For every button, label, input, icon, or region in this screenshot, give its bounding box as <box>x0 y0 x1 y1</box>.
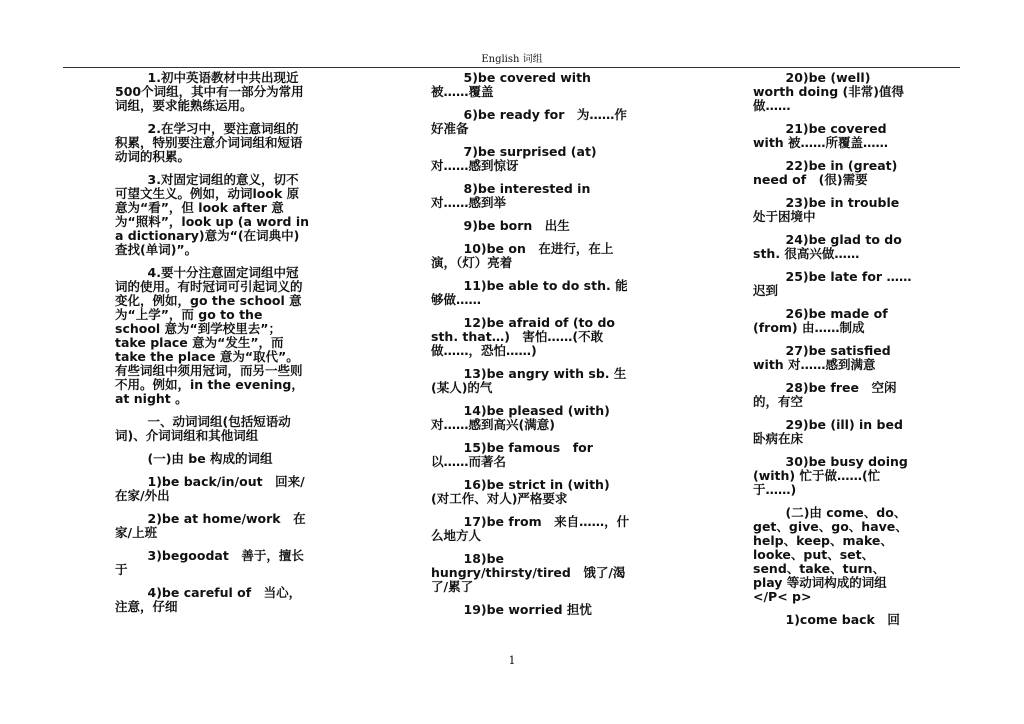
phrase-entry: 3)begoodat 善于，擅长于 <box>115 548 304 577</box>
column-middle <box>431 71 631 626</box>
column-right <box>753 71 913 636</box>
phrase-entry: 4)be careful of 当心，注意，仔细 <box>115 585 302 614</box>
phrase-entry: 1)be back/in/out 回来/在家/外出 <box>115 474 305 503</box>
phrase-entry: 19)be worried 担忧 <box>463 602 592 617</box>
section-heading: 一、动词词组(包括短语动词)、介词词组和其他词组 <box>115 414 291 443</box>
phrase-entry: 8)be interested in 对……感到举 <box>431 181 603 210</box>
phrase-entry: 13)be angry with sb. 生(某人)的气 <box>431 366 627 395</box>
phrase-entry: 26)be made of (from) 由……制成 <box>753 306 888 335</box>
phrase-entry: 20)be (well) worth doing (非常)值得做…… <box>753 70 904 113</box>
note-paragraph: 1.初中英语教材中共出现近500个词组，其中有一部分为常用词组，要求能熟练运用。 <box>115 70 304 113</box>
subsection-heading: (二)由 come、do、get、give、go、have、help、keep、make、looke、put、set、send、take、turn、play 等动词构成的词组</P< p> <box>753 505 908 604</box>
note-paragraph: 2.在学习中，要注意词组的积累，特别要注意介词词组和短语动词的积累。 <box>115 121 303 164</box>
header-rule <box>63 67 960 68</box>
note-paragraph: 4.要十分注意固定词组中冠词的使用。有时冠词可引起词义的变化，例如，go the school 意为“上学”，而 go to the school 意为“到学校里去”；take place 意为“发生”，而 take the place 意为“取代”。有些词组中须用冠词，而另一些则不用。例如，in the evening，at night 。 <box>115 265 304 406</box>
phrase-entry: 15)be famous for 以……而著名 <box>431 440 593 469</box>
phrase-entry: 7)be surprised (at) 对……感到惊讶 <box>431 144 597 173</box>
phrase-entry: 2)be at home/work 在家/上班 <box>115 511 306 540</box>
phrase-entry: 27)be satisfied with 对……感到满意 <box>753 343 891 372</box>
phrase-entry: 14)be pleased (with) 对……感到高兴(满意) <box>431 403 610 432</box>
phrase-entry: 18)be hungry/thirsty/tired 饿了/渴了/累了 <box>431 551 626 594</box>
subsection-heading: (一)由 be 构成的词组 <box>147 451 273 466</box>
note-paragraph: 3.对固定词组的意义，切不可望文生义。例如，动词look 原意为“看”，但 look after 意为“照料”，look up (a word in a dictionary)意为“(在词典中)查找(单词)”。 <box>115 172 310 257</box>
phrase-entry: 5)be covered with 被……覆盖 <box>431 70 604 99</box>
phrase-entry: 17)be from 来自……，什么地方人 <box>431 514 630 543</box>
phrase-entry: 28)be free 空闲的，有空 <box>753 380 897 409</box>
phrase-entry: 23)be in trouble 处于困境中 <box>753 195 900 224</box>
phrase-entry: 24)be glad to do sth. 很高兴做…… <box>753 232 902 261</box>
phrase-entry: 30)be busy doing (with) 忙于做……(忙于……) <box>753 454 908 497</box>
phrase-entry: 21)be covered with 被……所覆盖…… <box>753 121 889 150</box>
phrase-entry: 9)be born 出生 <box>463 218 570 233</box>
column-left <box>115 71 310 623</box>
phrase-entry: 11)be able to do sth. 能够做…… <box>431 278 628 307</box>
phrase-entry: 1)come back 回 <box>785 612 900 627</box>
phrase-entry: 10)be on 在进行，在上演，（灯）亮着 <box>431 241 614 270</box>
phrase-entry: 25)be late for ……迟到 <box>753 269 912 298</box>
phrase-entry: 22)be in (great) need of (很)需要 <box>753 158 898 187</box>
page-number: 1 <box>508 654 516 667</box>
phrase-entry: 29)be (ill) in bed 卧病在床 <box>753 417 903 446</box>
phrase-entry: 6)be ready for 为……作好准备 <box>431 107 627 136</box>
page-header: English 词组 <box>481 54 543 65</box>
phrase-entry: 12)be afraid of (to do sth. that…) 害怕……(不敢做……，恐怕……) <box>431 315 615 358</box>
phrase-entry: 16)be strict in (with) (对工作、对人)严格要求 <box>431 477 610 506</box>
